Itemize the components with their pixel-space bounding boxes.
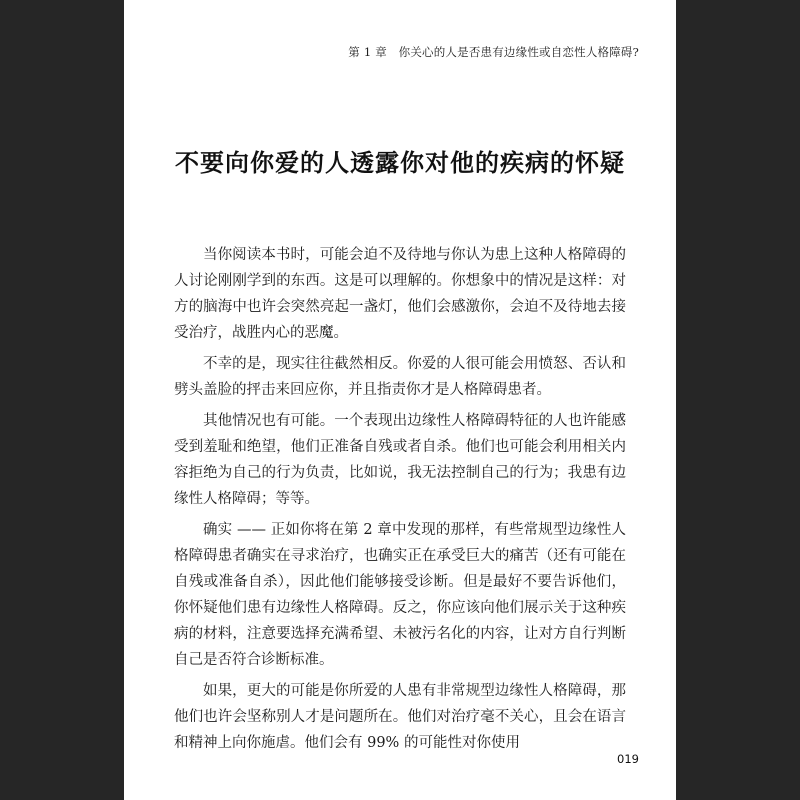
paragraph-4: 确实 —— 正如你将在第 2 章中发现的那样，有些常规型边缘性人格障碍患者确实在寻求治疗，也确实正在承受巨大的痛苦（还有可能在自残或准备自杀），因此他们能够接受诊断。但是最好不要告诉他们，你怀疑他们患有边缘性人格障碍。反之，你应该向他们展示关于这种疾病的材料，注意要选择充满希望、未被污名化的内容，让对方自行判断自己是否符合诊断标准。	[174, 522, 626, 668]
paragraph-3: 其他情况也有可能。一个表现出边缘性人格障碍特征的人也许能感受到羞耻和绝望，他们正准备自残或者自杀。他们也可能会利用相关内容拒绝为自己的行为负责，比如说，我无法控制自己的行为；我患有边缘性人格障碍；等等。	[174, 413, 626, 507]
paragraph-2: 不幸的是，现实往往截然相反。你爱的人很可能会用愤怒、否认和劈头盖脸的抨击来回应你，并且指责你才是人格障碍患者。	[174, 356, 626, 398]
paragraph-1: 当你阅读本书时，可能会迫不及待地与你认为患上这种人格障碍的人讨论刚刚学到的东西。这是可以理解的。你想象中的情况是这样：对方的脑海中也许会突然亮起一盏灯，他们会感激你，会迫不及待地去接受治疗，战胜内心的恶魔。	[174, 247, 626, 341]
paragraph-5: 如果，更大的可能是你所爱的人患有非常规型边缘性人格障碍，那他们也许会坚称别人才是问题所在。他们对治疗毫不关心，且会在语言和精神上向你施虐。他们会有 99% 的可能性对你使用	[174, 683, 626, 751]
section-title: 不要向你爱的人透露你对他的疾病的怀疑	[175, 149, 625, 177]
body-text	[174, 242, 626, 761]
page-number: 019	[617, 752, 639, 766]
book-page	[124, 0, 676, 800]
running-header: 第 1 章 你关心的人是否患有边缘性或自恋性人格障碍?	[348, 45, 639, 59]
